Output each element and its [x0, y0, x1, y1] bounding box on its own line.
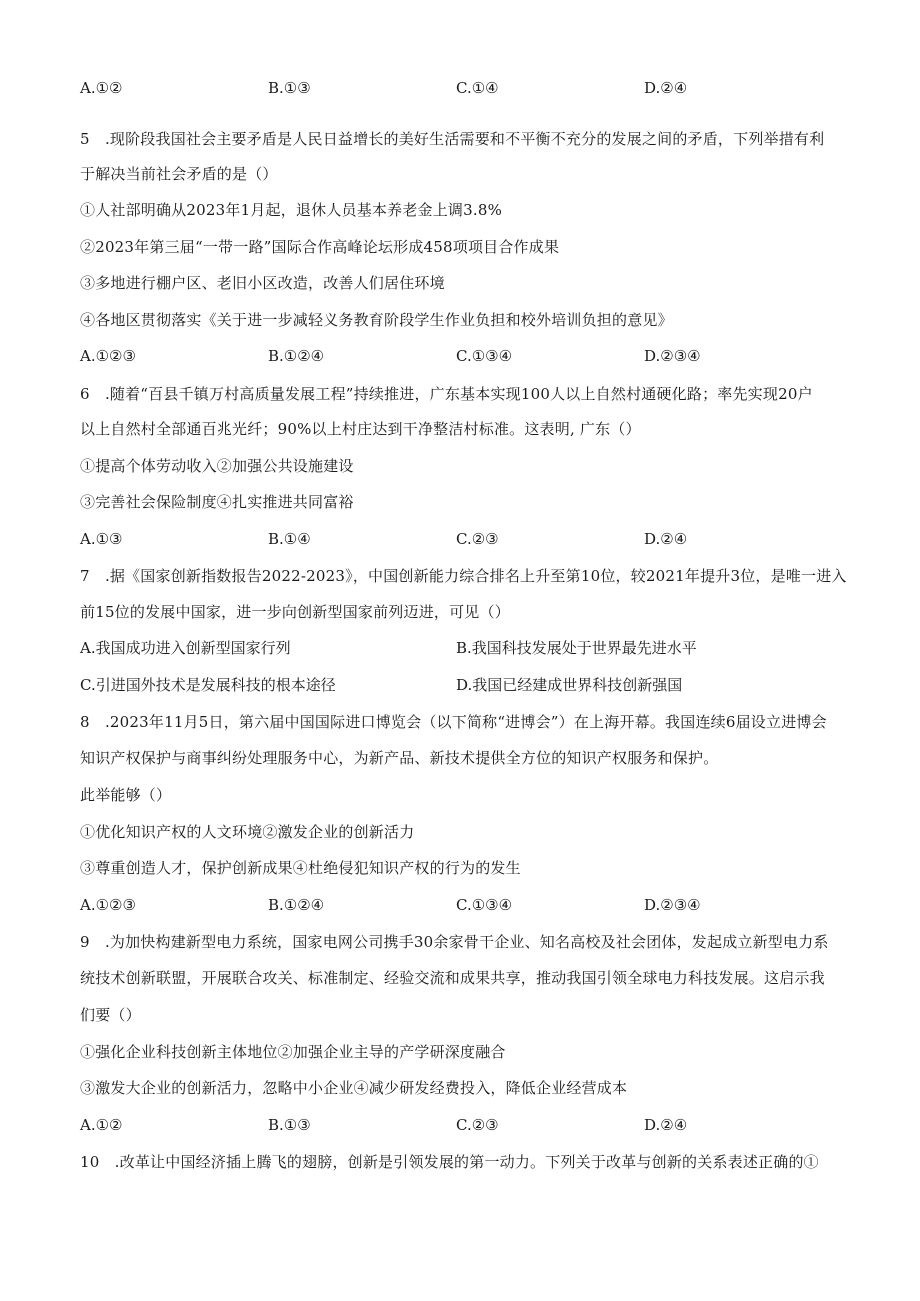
q4-option-b: B.①③ [268, 79, 311, 97]
q7-option-b: B.我国科技发展处于世界最先进水平 [456, 639, 697, 657]
q6-stem-line: 以上自然村全部通百兆光纤；90%以上村庄达到干净整洁村标准。这表明, 广东（） [80, 420, 641, 438]
q9-option-b: B.①③ [268, 1116, 311, 1134]
q4-option-c: C.①④ [456, 79, 499, 97]
q5-item: ②2023年第三届“一带一路”国际合作高峰论坛形成458项项目合作成果 [80, 238, 560, 256]
q5-item: ③多地进行棚户区、老旧小区改造，改善人们居住环境 [80, 274, 445, 292]
q9-stem-line: 们要（） [80, 1006, 141, 1024]
q6-option-a: A.①③ [80, 530, 123, 548]
q9-stem-line: 9 .为加快构建新型电力系统，国家电网公司携手30余家骨干企业、知名高校及社会团体，发起成立新型电力系 [80, 933, 829, 951]
q8-item: ③尊重创造人才，保护创新成果④杜绝侵犯知识产权的行为的发生 [80, 859, 521, 877]
q6-option-b: B.①④ [268, 530, 311, 548]
q4-option-a: A.①② [80, 79, 123, 97]
q8-item: ①优化知识产权的人文环境②激发企业的创新活力 [80, 823, 415, 841]
q9-item: ③激发大企业的创新活力，忽略中小企业④减少研发经费投入，降低企业经营成本 [80, 1079, 628, 1097]
q8-option-d: D.②③④ [644, 896, 701, 914]
q6-item: ③完善社会保险制度④扎实推进共同富裕 [80, 493, 354, 511]
q5-stem-line: 5 .现阶段我国社会主要矛盾是人民日益增长的美好生活需要和不平衡不充分的发展之间的矛盾，下列举措有利 [80, 130, 825, 148]
q6-option-c: C.②③ [456, 530, 499, 548]
q5-stem-line: 于解决当前社会矛盾的是（） [80, 165, 278, 183]
q5-option-c: C.①③④ [456, 347, 513, 365]
q5-option-a: A.①②③ [80, 347, 136, 365]
q5-option-d: D.②③④ [644, 347, 701, 365]
q5-option-b: B.①②④ [268, 347, 325, 365]
q9-option-d: D.②④ [644, 1116, 688, 1134]
q9-stem-line: 统技术创新联盟，开展联合攻关、标准制定、经验交流和成果共享，推动我国引领全球电力科技发展。这启示我 [80, 969, 825, 987]
q8-option-b: B.①②④ [268, 896, 325, 914]
q7-stem-line: 前15位的发展中国家，进一步向创新型国家前列迈进，可见（） [80, 603, 510, 621]
q10-stem-line: 10 .改革让中国经济插上腾飞的翅膀，创新是引领发展的第一动力。下列关于改革与创新的关系表述正确的① [80, 1153, 819, 1171]
q7-option-d: D.我国已经建成世界科技创新强国 [456, 676, 683, 694]
q7-stem-line: 7 .据《国家创新指数报告2022-2023》，中国创新能力综合排名上升至第10位，较2021年提升3位，是唯一进入 [80, 567, 847, 585]
q8-option-c: C.①③④ [456, 896, 513, 914]
q5-item: ④各地区贯彻落实《关于进一步减轻义务教育阶段学生作业负担和校外培训负担的意见》 [80, 311, 673, 329]
q7-option-c: C.引进国外技术是发展科技的根本途径 [80, 676, 336, 694]
q8-stem-line: 8 .2023年11月5日，第六届中国国际进口博览会（以下简称“进博会”）在上海开幕。我国连续6届设立进博会 [80, 713, 827, 731]
q6-option-d: D.②④ [644, 530, 688, 548]
q9-option-a: A.①② [80, 1116, 123, 1134]
q4-option-d: D.②④ [644, 79, 688, 97]
q5-item: ①人社部明确从2023年1月起，退休人员基本养老金上调3.8% [80, 201, 503, 219]
q8-option-a: A.①②③ [80, 896, 136, 914]
q7-option-a: A.我国成功进入创新型国家行列 [80, 639, 291, 657]
q8-stem-line: 知识产权保护与商事纠纷处理服务中心，为新产品、新技术提供全方位的知识产权服务和保护。 [80, 749, 719, 767]
q8-stem-line: 此举能够（） [80, 786, 172, 804]
q6-stem-line: 6 .随着“百县千镇万村高质量发展工程”持续推进，广东基本实现100人以上自然村通硬化路；率先实现20户 [80, 385, 813, 403]
q9-item: ①强化企业科技创新主体地位②加强企业主导的产学研深度融合 [80, 1043, 506, 1061]
q6-item: ①提高个体劳动收入②加强公共设施建设 [80, 457, 354, 475]
q9-option-c: C.②③ [456, 1116, 499, 1134]
